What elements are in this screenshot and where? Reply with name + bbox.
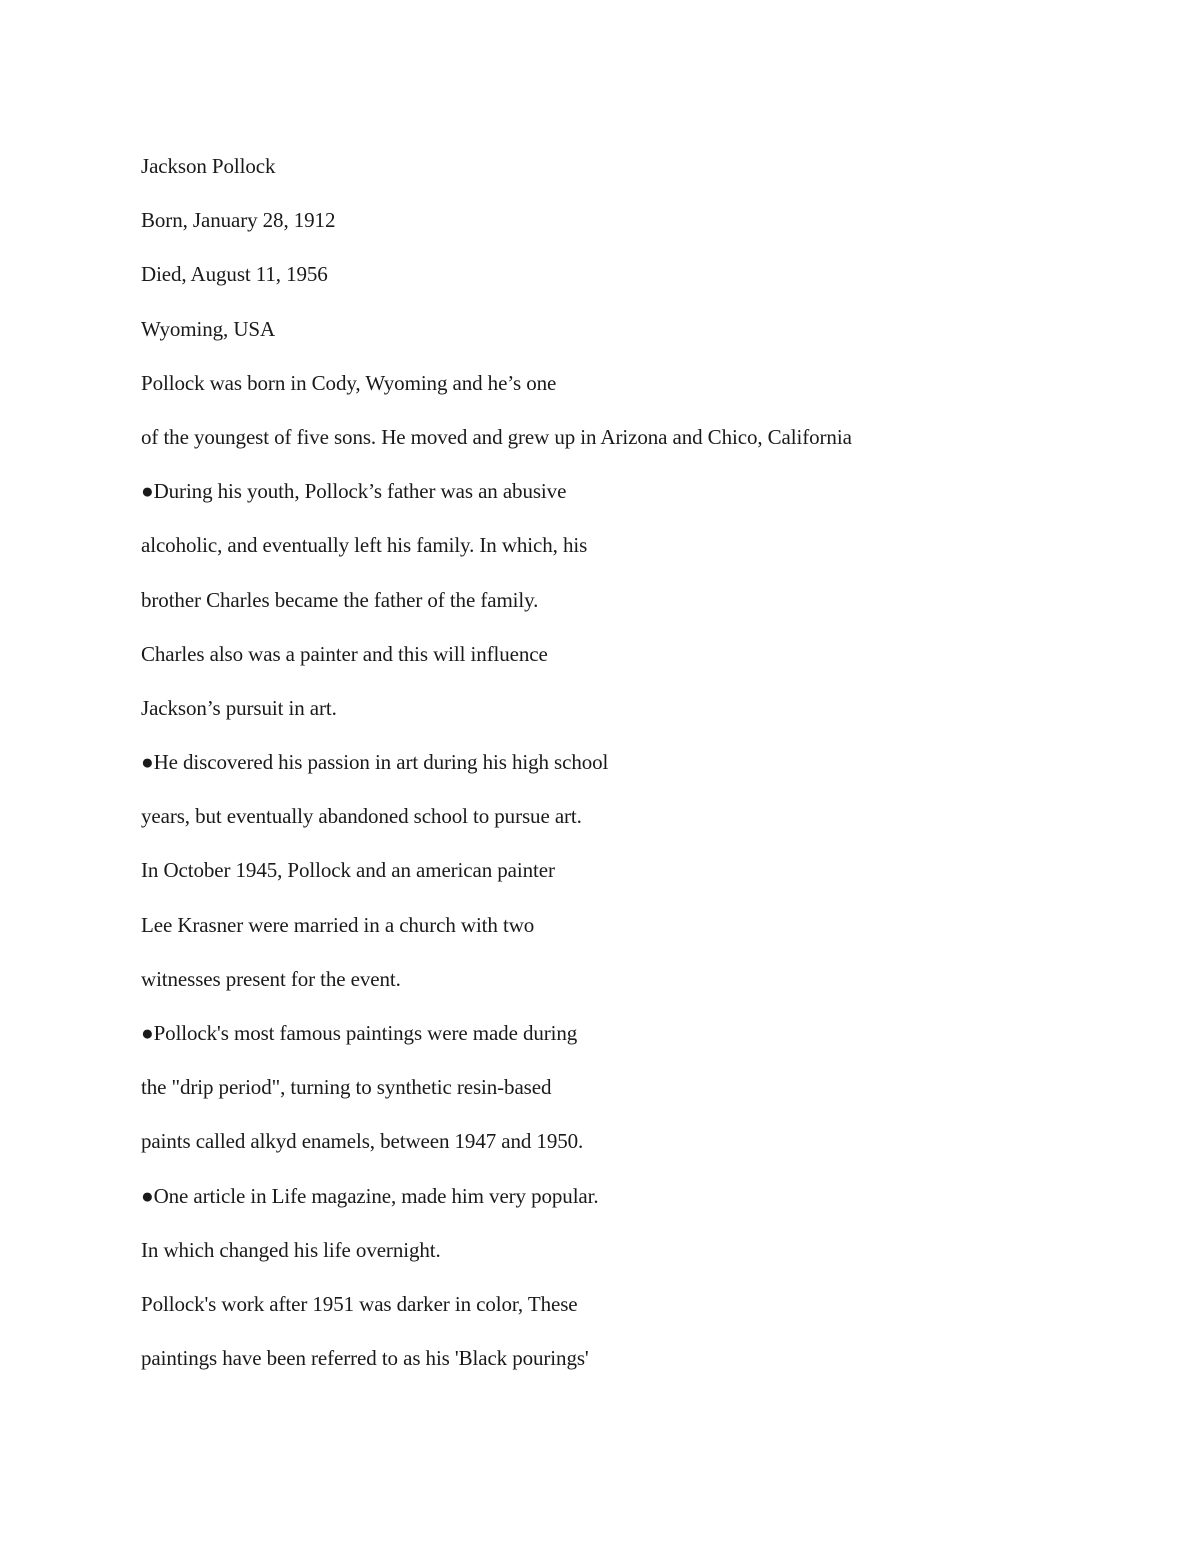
text-line: In which changed his life overnight. [141, 1237, 441, 1262]
text-line: alcoholic, and eventually left his family. In which, his [141, 533, 588, 558]
bullet-line: ●He discovered his passion in art during his high school [141, 750, 609, 775]
document-title: Jackson Pollock [141, 154, 276, 178]
death-date-line: Died, August 11, 1956 [141, 262, 328, 287]
birth-date-line: Born, January 28, 1912 [141, 208, 336, 233]
document-body [141, 139, 852, 1385]
text-line: Lee Krasner were married in a church with two [141, 912, 535, 937]
text-line: paints called alkyd enamels, between 1947 and 1950. [141, 1129, 584, 1154]
text-line: In October 1945, Pollock and an american painter [141, 858, 555, 883]
text-line: paintings have been referred to as his 'Black pourings' [141, 1346, 589, 1371]
text-line: of the youngest of five sons. He moved and grew up in Arizona and Chico, California [141, 424, 852, 449]
bullet-line: ●Pollock's most famous paintings were made during [141, 1021, 578, 1045]
text-line: the "drip period", turning to synthetic resin-based [141, 1075, 552, 1100]
bullet-line: ●During his youth, Pollock’s father was an abusive [141, 479, 567, 504]
location-line: Wyoming, USA [141, 316, 276, 341]
text-line: Charles also was a painter and this will influence [141, 641, 548, 666]
text-line: brother Charles became the father of the family. [141, 587, 539, 612]
text-line: Pollock's work after 1951 was darker in color, These [141, 1291, 578, 1316]
bullet-line: ●One article in Life magazine, made him very popular. [141, 1183, 599, 1208]
text-line: witnesses present for the event. [141, 966, 401, 991]
text-line: years, but eventually abandoned school to pursue art. [141, 804, 582, 829]
text-line: Jackson’s pursuit in art. [141, 695, 337, 720]
text-line: Pollock was born in Cody, Wyoming and he’s one [141, 370, 557, 395]
